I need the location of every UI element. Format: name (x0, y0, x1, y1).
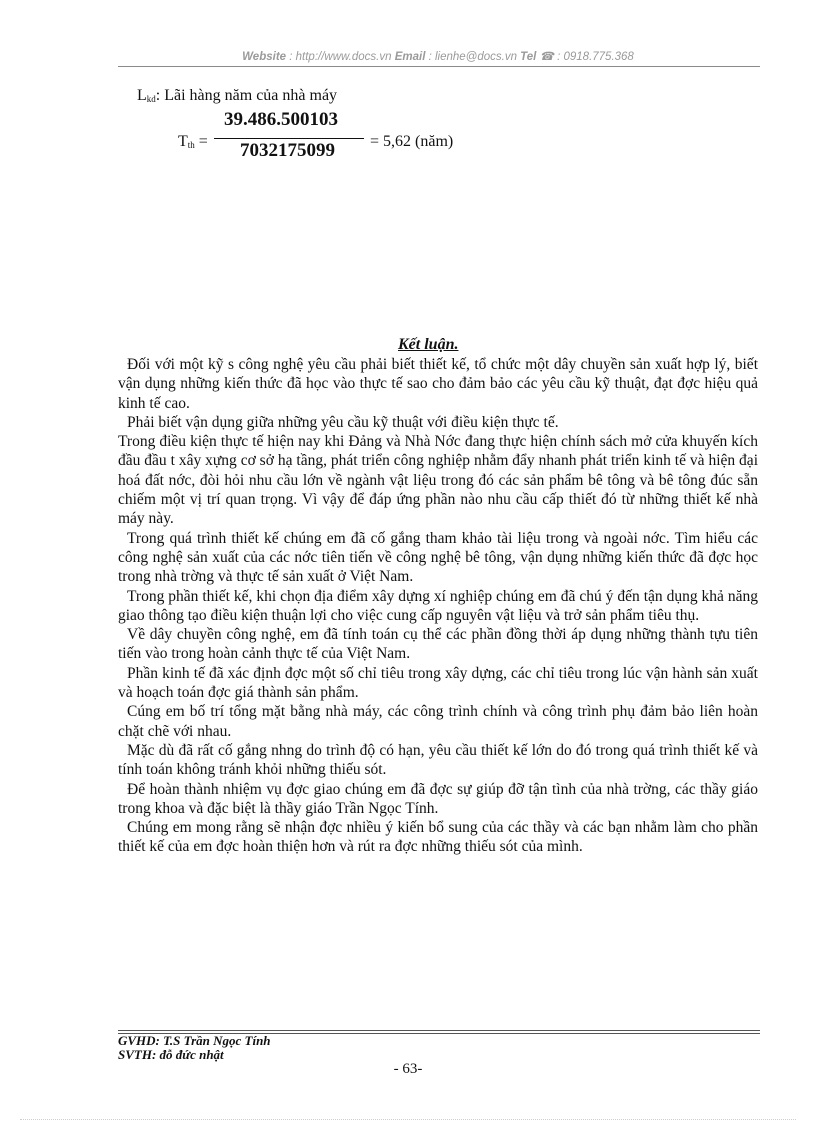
lkd-text: : Lãi hàng năm của nhà máy (155, 87, 338, 104)
conclusion-body (118, 355, 758, 857)
paragraph: Đối với một kỹ s công nghệ yêu cầu phải biết thiết kế, tổ chức một dây chuyền sản xuất hợp lý, biết vận dụng những kiến thức đã học vào thực tế sao cho đảm bảo các yêu cầu kỹ thuật, đạt đợc hiệu quả kinh tế cao. (118, 356, 758, 412)
tel-value: ☎ : 0918.775.368 (536, 51, 634, 63)
formula-result: = 5,62 (năm) (370, 133, 454, 150)
email-value: : lienhe@docs.vn (425, 51, 521, 63)
tth-label (178, 133, 208, 151)
paragraph: Để hoàn thành nhiệm vụ đợc giao chúng em đã đợc sự giúp đỡ tận tình của nhà trờng, các thầy giáo trong khoa và đặc biệt là thầy giáo Trần Ngọc Tính. (118, 780, 758, 817)
tth-symbol: T (178, 133, 188, 150)
paragraph: Phần kinh tế đã xác định đợc một số chỉ tiêu trong xây dựng, các chỉ tiêu trong lúc vận hành sản xuất và hoạch toán đợc giá thành sản phẩm. (118, 664, 758, 702)
website-value: : http://www.docs.vn (286, 51, 395, 63)
page-number: - 63- (393, 1061, 423, 1077)
footer-divider-top (118, 1030, 760, 1031)
fraction-denominator: 7032175099 (240, 140, 335, 161)
paragraph: Chúng em mong rằng sẽ nhận đợc nhiều ý kiến bổ sung của các thầy và các bạn nhằm làm cho phần thiết kế của em đợc hoàn thiện hơn và rút ra đợc những thiếu sót của mình. (118, 819, 758, 856)
paragraph: Trong quá trình thiết kế chúng em đã cố gắng tham khảo tài liệu trong và ngoài nớc. Tìm hiểu các công nghệ sản xuất của các nớc tiên tiến về công nghệ bê tông, vận dụng những kiến thức đã đợc học trong nhà trờng và thực tế sản xuất ở Việt Nam. (118, 529, 758, 586)
fraction-bar (214, 138, 364, 139)
lkd-subscript: kd (146, 94, 156, 104)
paragraph: Phải biết vận dụng giữa những yêu cầu kỹ thuật với điều kiện thực tế. (127, 413, 559, 431)
page-bottom-border (20, 1119, 796, 1120)
lkd-symbol: L (137, 87, 147, 104)
paragraph: Trong phần thiết kế, khi chọn địa điểm xây dựng xí nghiệp chúng em đã chú ý đến tận dụng khả năng giao thông tạo điều kiện thuận lợi cho việc cung cấp nguyên vật liệu và trở sản phẩm tiêu thụ. (118, 587, 758, 624)
paragraph: Mặc dù đã rất cố gắng nhng do trình độ có hạn, yêu cầu thiết kế lớn do đó trong quá trình thiết kế và tính toán không tránh khỏi những thiếu sót. (118, 741, 758, 779)
email-label: Email (394, 51, 426, 63)
paragraph: Về dây chuyền công nghệ, em đã tính toán cụ thể các phần đồng thời áp dụng những thành tựu tiên tiến vào trong hoàn cảnh thực tế của Việt Nam. (118, 626, 758, 663)
paragraph: Trong điều kiện thực tế hiện nay khi Đảng và Nhà Nớc đang thực hiện chính sách mở cửa khuyến kích đầu đầu t xây xựng cơ sở hạ tầng, phát triển công nghiệp nhằm đẩy nhanh phát triển kinh tế và hiện đại hoá đất nớc, đòi hỏi nhu cầu lớn về ngành vật liệu trong đó các sản phẩm bê tông và bê tông đúc sẵn chiếm một vị trí quan trọng. Vì vậy để đáp ứng phần nào nhu cầu cấp thiết đó từ những thiết kế nhà máy này. (118, 433, 758, 528)
paragraph: Cúng em bố trí tổng mặt bằng nhà máy, các công trình chính và công trình phụ đảm bảo liên hoàn chặt chẽ với nhau. (118, 703, 758, 740)
footer-supervisor: GVHD: T.S Trần Ngọc Tính (118, 1033, 271, 1048)
lkd-definition (137, 87, 337, 105)
page-header (118, 49, 758, 63)
website-label: Website (242, 51, 287, 63)
section-title: Kết luận. (398, 336, 459, 353)
tel-label: Tel (520, 51, 537, 63)
footer-student: SVTH: đỗ đức nhật (118, 1047, 224, 1062)
tth-subscript: th (187, 140, 195, 150)
fraction-numerator: 39.486.500103 (224, 109, 338, 130)
tth-equals: = (194, 133, 208, 150)
header-divider (118, 66, 760, 67)
